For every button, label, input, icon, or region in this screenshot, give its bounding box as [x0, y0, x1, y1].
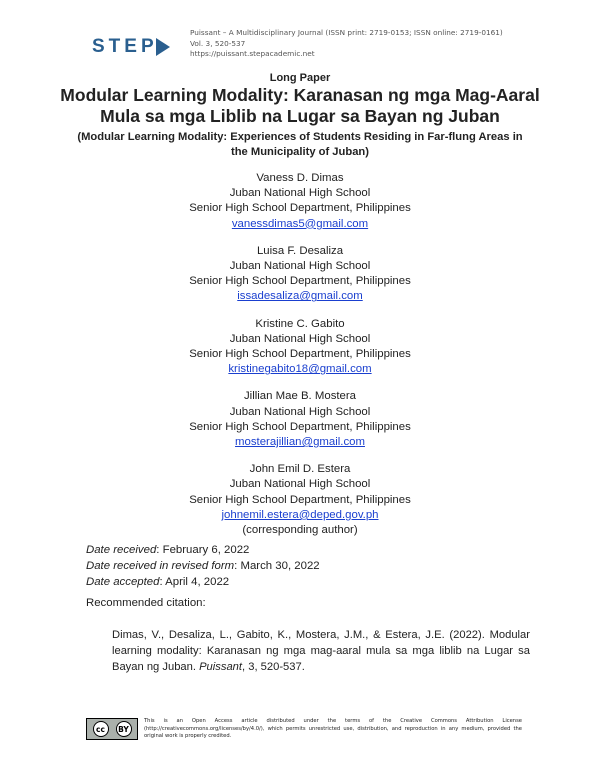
author-list [0, 171, 600, 550]
logo-arrow-icon [156, 38, 170, 56]
journal-volume: Vol. 3, 520-537 [190, 38, 246, 48]
citation-main: Dimas, V., Desaliza, L., Gabito, K., Mostera, J.M., & Estera, J.E. (2022). Modular learning modality: Karanasan ng mga mag-aaral mula sa mga liblib na Lugar sa Bayan ng Juban. [112, 629, 530, 673]
date-revised-value: : March 30, 2022 [234, 560, 320, 572]
citation-label: Recommended citation: [86, 597, 206, 609]
date-received-label: Date received [86, 544, 157, 556]
citation-text [112, 627, 530, 675]
author-school: Juban National High School [229, 260, 371, 273]
author-school: Juban National High School [229, 478, 371, 491]
author-department: Senior High School Department, Philippines [189, 202, 411, 215]
journal-url: https://puissant.stepacademic.net [190, 49, 315, 58]
date-accepted-value: : April 4, 2022 [159, 576, 230, 588]
author-block [0, 462, 600, 538]
author-name: Vaness D. Dimas [256, 172, 344, 184]
author-name: Jillian Mae B. Mostera [243, 390, 357, 403]
date-received-value: : February 6, 2022 [156, 544, 250, 556]
author-block [0, 244, 600, 305]
author-department: Senior High School Department, Philippines [189, 348, 411, 361]
citation-journal: Puissant [199, 661, 243, 673]
author-block [0, 389, 600, 450]
paper-subtitle: (Modular Learning Modality: Experiences of Students Residing in Far-flung Areas in the Municipality of Juban) [77, 131, 523, 158]
citation-end: , 3, 520-537. [242, 661, 305, 673]
author-name: John Emil D. Estera [249, 463, 351, 476]
paper-type: Long Paper [269, 72, 331, 84]
author-block [0, 171, 600, 232]
author-email-link[interactable]: issadesaliza@gmail.com [237, 290, 363, 303]
author-school: Juban National High School [229, 187, 371, 200]
author-email-link[interactable]: kristinegabito18@gmail.com [228, 363, 372, 376]
license-footer [86, 718, 522, 741]
date-revised-label: Date received in revised form [86, 560, 235, 572]
author-email-link[interactable]: vanessdimas5@gmail.com [231, 217, 369, 230]
by-attribution-icon: BY [116, 721, 132, 737]
author-name: Luisa F. Desaliza [256, 244, 344, 257]
author-email-link[interactable]: johnemil.estera@deped.gov.ph [221, 508, 379, 521]
cc-icon: cc [93, 721, 109, 737]
author-school: Juban National High School [229, 405, 371, 418]
cc-by-badge[interactable] [86, 718, 138, 740]
logo-text: STEP [92, 36, 158, 57]
journal-logo [92, 36, 170, 58]
journal-name: Puissant – A Multidisciplinary Journal (ISSN print: 2719-0153; ISSN online: 2719-0161) [190, 28, 503, 37]
author-department: Senior High School Department, Philippines [189, 493, 411, 506]
license-text: This is an Open Access article distributed under the terms of the Creative Commons Attribution License (http://creativecommons.org/licenses/by/4.0/), which permits unrestricted use, distribution, and reproduction in any medium, provided the original work is properly credited. [144, 718, 522, 740]
date-accepted-label: Date accepted [86, 576, 160, 588]
author-email-link[interactable]: mosterajillian@gmail.com [235, 436, 365, 449]
author-school: Juban National High School [229, 332, 371, 345]
author-name: Kristine C. Gabito [255, 317, 345, 330]
author-block [0, 317, 600, 378]
corresponding-author-note: (corresponding author) [242, 524, 358, 537]
publication-dates [86, 542, 320, 590]
author-department: Senior High School Department, Philippines [189, 275, 411, 288]
paper-title: Modular Learning Modality: Karanasan ng mga Mag-Aaral Mula sa mga Liblib na Lugar sa Bayan ng Juban [60, 85, 540, 126]
author-department: Senior High School Department, Philippines [189, 420, 411, 433]
journal-header [190, 28, 503, 60]
